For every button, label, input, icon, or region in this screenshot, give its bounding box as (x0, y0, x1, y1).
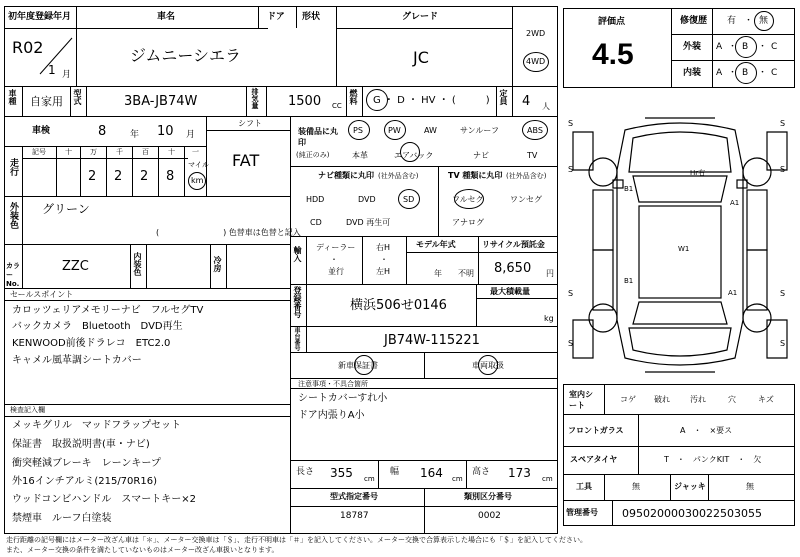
mileage-digit: 2 (88, 169, 97, 184)
notes-label: 注意事項・不具合箇所 (298, 380, 368, 388)
max-load-label: 最大積載量 (490, 287, 530, 296)
interior-dot-2: ・ (758, 68, 768, 78)
height-unit: cm (542, 475, 553, 483)
inspector-line: 衝突軽減ブレーキ レーンキープ (12, 458, 161, 469)
recycle-label: リサイクル預託金 (482, 240, 545, 249)
diagram-label-b1: B1 (624, 185, 634, 193)
shape-label: 形状 (302, 12, 321, 22)
score-label: 評価点 (598, 17, 626, 27)
length-value: 355 (330, 466, 353, 480)
control-value: 09502000030022503055 (622, 507, 762, 520)
km-label: km (191, 176, 204, 185)
drive-4wd: 4WD (526, 57, 546, 66)
control-label: 管理番号 (566, 508, 598, 517)
diagram-label-w1: W1 (678, 245, 690, 253)
width-unit: cm (452, 475, 463, 483)
cc-unit: CC (332, 102, 342, 110)
width-label: 幅 (390, 467, 400, 477)
kg-unit: kg (544, 314, 554, 323)
registration-label: 登録番号 (293, 286, 302, 318)
length-label: 長さ (296, 467, 315, 477)
diagram-label-b1-2: B1 (624, 277, 634, 285)
interior-c: C (771, 68, 778, 78)
repair-no: 無 (759, 16, 769, 26)
color-label: 外装色 (8, 202, 18, 229)
recycle-value: 8,650 (494, 261, 532, 276)
car-name-label: 車名 (157, 12, 176, 22)
exterior-label: 外装 (683, 42, 702, 52)
repair-yes: 有 (727, 16, 737, 26)
usage-value: 自家用 (30, 95, 63, 108)
grade-label: グレード (402, 12, 439, 22)
color-code-value: ZZC (62, 259, 89, 274)
import-label: 輸入 (293, 246, 302, 262)
sheet-option: 汚れ (690, 395, 706, 404)
interior-label: 内装 (683, 68, 702, 78)
mile-label: マイル (188, 161, 209, 169)
height-label: 高さ (472, 467, 491, 477)
mileage-digit: 2 (140, 169, 149, 184)
sales-line: カロッツェリアメモリーナビ フルセグTV (12, 305, 204, 316)
registration-value: 横浜506せ0146 (350, 298, 447, 313)
diagram-label-a1: A1 (730, 199, 740, 207)
repair-label: 修復歴 (680, 16, 708, 26)
category-label: 類別区分番号 (464, 492, 512, 501)
inspection-year-unit: 年 (130, 130, 140, 140)
equipment-sub-label: (純正のみ) (296, 151, 330, 159)
color-note: ( ) 色替車は色替と記入 (156, 228, 301, 237)
capacity-label: 定員 (499, 89, 508, 105)
type-approval-label: 型式指定番号 (330, 492, 378, 501)
inspection-month: 10 (157, 124, 174, 139)
model-code-label: 型式 (73, 89, 82, 105)
sales-line: バックカメラ Bluetooth DVD再生 (12, 321, 183, 332)
inspector-line: 外16インチアルミ(215/70R16) (12, 476, 157, 487)
usage-label: 車種 (8, 89, 17, 105)
exterior-c: C (771, 42, 778, 52)
type-approval-value: 18787 (340, 511, 369, 521)
diagram-s-mark: S (780, 165, 786, 174)
sheet-option: 穴 (728, 395, 736, 404)
repair-sep: ・ (744, 16, 754, 26)
diagram-s-mark: S (780, 119, 786, 128)
diagram-s-mark: S (568, 289, 574, 298)
grade-value: JC (413, 48, 429, 67)
color-value: グリーン (42, 202, 90, 216)
reg-month-unit: 月 (62, 70, 72, 80)
mileage-label: 走行 (8, 158, 18, 176)
score-value: 4.5 (592, 38, 634, 71)
digit-label-0: 十 (65, 148, 72, 156)
equip-ps: PS (353, 126, 363, 135)
model-year-unit: 年 (434, 269, 442, 278)
note-line: シートカバーすれ小 (298, 393, 388, 404)
frame-value: JB74W-115221 (384, 333, 480, 348)
displacement-label: 排気量 (251, 88, 259, 109)
first-reg-label: 初年度登録年月 (8, 12, 72, 22)
nav-type-sub: (社外品含む) (378, 172, 419, 180)
exterior-a: A (716, 42, 723, 52)
exterior-dot-2: ・ (758, 42, 768, 52)
digit-label-5: 一 (192, 148, 199, 156)
model-year-label: モデル年式 (416, 240, 456, 249)
digit-label-4: 十 (168, 148, 175, 156)
shift-value: FAT (232, 151, 260, 170)
note-line: ドア内張りA小 (298, 410, 365, 421)
import-dealer: ディーラー (316, 243, 356, 252)
spare-label: スペアタイヤ (570, 455, 618, 464)
displacement-value: 1500 (288, 94, 322, 109)
footer-line-2: また、メーター交換の条件を満たしていないものはメーター改ざん車扱いとなります。 (6, 546, 279, 554)
tv-oneseg: ワンセグ (510, 195, 542, 204)
interior-sheet-label: 室内シート (569, 390, 593, 410)
interior-b: B (742, 68, 749, 78)
import-dot: ・ (330, 255, 338, 264)
nav-dvd-play: DVD 再生可 (346, 218, 391, 227)
diagram-s-mark: S (568, 339, 574, 348)
new-car-warranty: 新車保証書 (338, 361, 378, 370)
inspection-month-unit: 月 (186, 130, 196, 140)
windshield-label: フロントガラス (568, 426, 624, 435)
spare-options: T ・ パンクKIT ・ 欠 (664, 455, 762, 464)
mileage-digit: 2 (114, 169, 123, 184)
sheet-option: 破れ (654, 395, 670, 404)
length-unit: cm (364, 475, 375, 483)
import-parallel: 並行 (328, 267, 344, 276)
model-year-unknown: 不明 (458, 269, 474, 278)
model-code: 3BA-JB74W (124, 94, 198, 109)
equip-leather: 本革 (352, 151, 368, 160)
sales-points-label: セールスポイント (10, 290, 74, 299)
interior-a: A (716, 68, 723, 78)
digit-label-3: 百 (142, 148, 149, 156)
equip-navi: ナビ (473, 151, 489, 160)
capacity-value: 4 (522, 94, 531, 109)
diagram-s-mark: S (780, 289, 786, 298)
car-name: ジムニーシエラ (130, 46, 242, 65)
tv-type-sub: (社外品含む) (506, 172, 547, 180)
record-book: 車両取扱 (472, 361, 504, 370)
diagram-s-mark: S (568, 165, 574, 174)
sheet-option: キズ (758, 395, 774, 404)
sales-line: キャメル風革調シートカバー (12, 355, 142, 366)
equip-pw: PW (388, 126, 401, 135)
windshield-options: A ・ ×要ス (680, 426, 733, 435)
nav-dvd: DVD (358, 195, 376, 204)
footer-line-1: 走行距離の記号欄にはメーター改ざん車は「＊」、メーター交換車は「＄」、走行不明車は「＃」を記入してください。メーター交換で合算表示した場合にも「＄」を記入してください。 (6, 536, 587, 544)
equip-abs: ABS (527, 126, 543, 135)
interior-color-label: 内装色 (133, 252, 142, 276)
nav-type-label: ナビ種類に丸印 (318, 171, 374, 180)
drive-2wd: 2WD (526, 29, 546, 38)
cooler-label: 冷房 (213, 256, 222, 272)
inspector-line: 禁煙車 ルーフ白塗装 (12, 513, 112, 524)
tv-analog: アナログ (452, 218, 484, 227)
reg-era: R02 (12, 38, 44, 57)
digit-label-2: 千 (116, 148, 123, 156)
category-value: 0002 (478, 511, 501, 521)
door-label: ドア (267, 12, 285, 22)
color-code-label: カラーNo. (6, 262, 20, 288)
diagram-label-a1-2: A1 (728, 289, 738, 297)
inspector-line: 保証書 取扱説明書(車・ナビ) (12, 439, 150, 450)
sheet-option: コゲ (620, 395, 636, 404)
inspector-line: ウッドコンビハンドル スマートキー×2 (12, 494, 196, 505)
import-lhd: 左H (376, 267, 391, 276)
equip-airbag: エアバック (394, 151, 434, 160)
inspector-line: メッキグリル マッドフラップセット (12, 420, 181, 431)
interior-dot: ・ (728, 68, 738, 78)
nav-sd: SD (403, 195, 415, 204)
yen-unit: 円 (546, 269, 554, 278)
import-dot-2: ・ (380, 255, 388, 264)
diagram-s-mark: S (780, 339, 786, 348)
inspection-year: 8 (98, 124, 107, 139)
inspector-label: 検査記入欄 (10, 406, 45, 414)
shift-label: シフト (238, 119, 262, 128)
jack-value: 無 (746, 482, 754, 491)
tool-label: 工具 (576, 482, 592, 491)
mileage-mark-label: 記号 (32, 148, 46, 156)
fuel-options: G ・ D ・ HV ・ ( ) (373, 95, 490, 106)
inspection-label: 車検 (32, 126, 51, 136)
height-value: 173 (508, 466, 531, 480)
mileage-digit: 8 (166, 169, 175, 184)
exterior-dot: ・ (728, 42, 738, 52)
sales-line: KENWOOD前後ドラレコ ETC2.0 (12, 338, 171, 349)
nav-cd: CD (310, 218, 322, 227)
equip-tv: TV (527, 151, 538, 160)
diagram-s-mark: S (568, 119, 574, 128)
digit-label-1: 万 (90, 148, 97, 156)
import-rhd: 右H (376, 243, 391, 252)
tv-type-label: TV 種類に丸印 (448, 171, 503, 180)
tv-fullseg: フルセグ (452, 195, 484, 204)
reg-month: 1 (48, 63, 56, 77)
diagram-label-hr: Hr右 (690, 169, 706, 177)
equip-aw: AW (424, 126, 437, 135)
nav-hdd: HDD (306, 195, 325, 204)
frame-label: 車台番号 (293, 327, 300, 351)
fuel-label: 燃料 (349, 89, 358, 105)
width-value: 164 (420, 466, 443, 480)
person-unit: 人 (542, 102, 550, 111)
tool-value: 無 (632, 482, 640, 491)
equip-sunroof: サンルーフ (460, 126, 499, 135)
exterior-b: B (742, 42, 749, 52)
equipment-label: 装備品に丸印 (298, 127, 338, 147)
jack-label: ジャッキ (674, 482, 706, 491)
